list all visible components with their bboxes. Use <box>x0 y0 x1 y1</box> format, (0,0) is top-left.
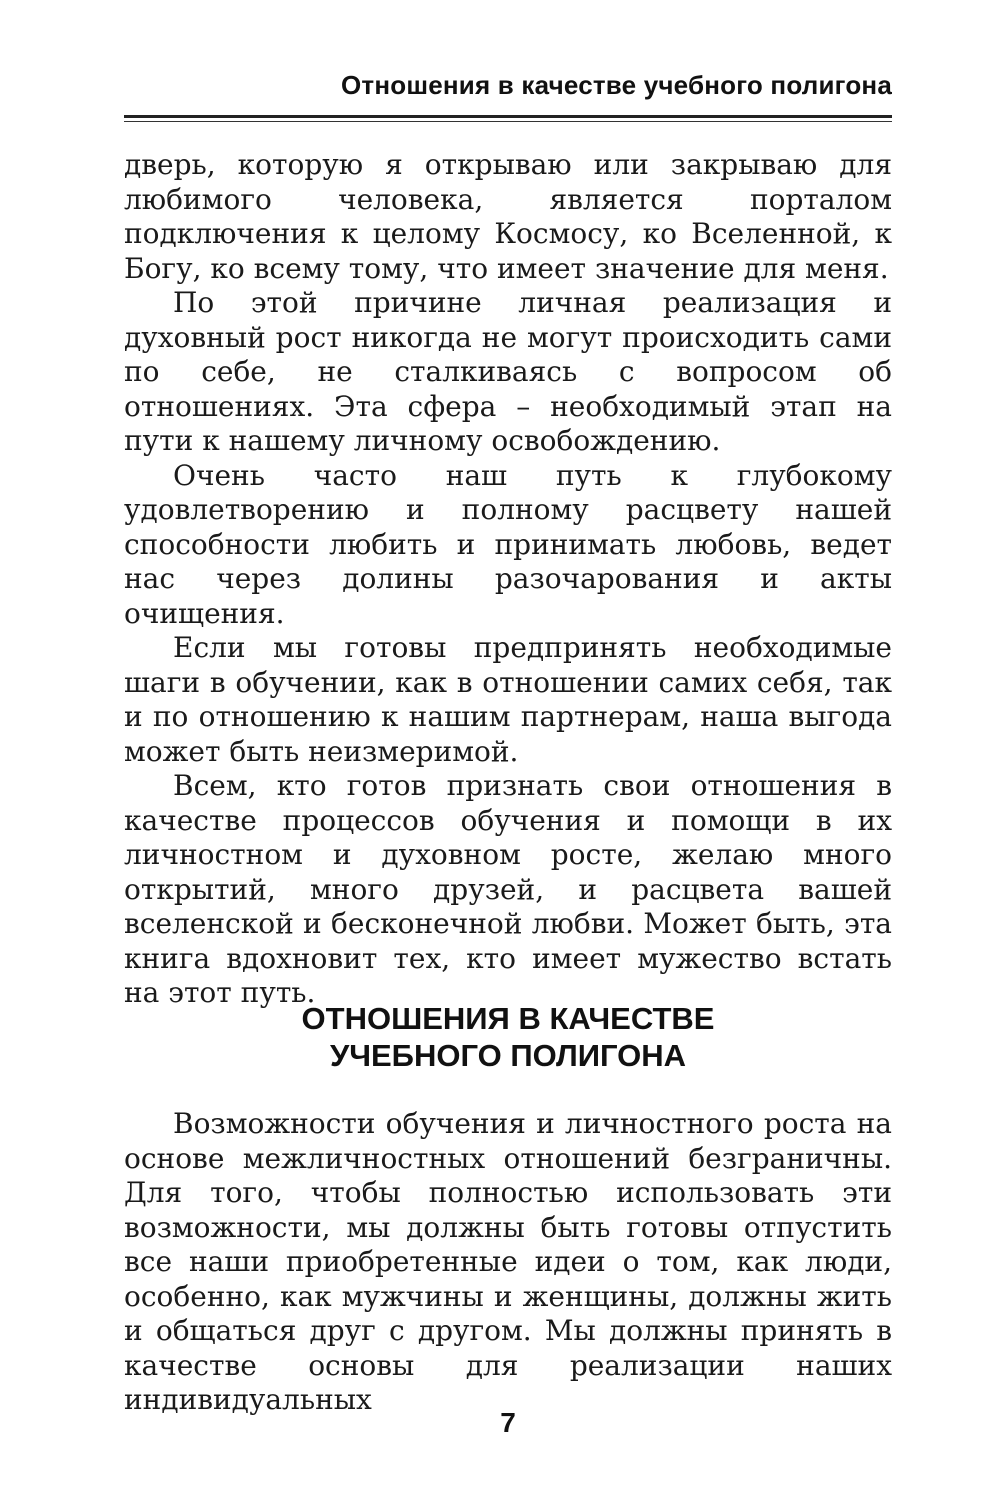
header-rule-thin <box>124 121 892 122</box>
paragraph: Если мы готовы предпринять необходимые шаги в обучении, как в отношении самих себя, так и по отношению к нашим партнерам, наша выгода может быть неизмеримой. <box>124 631 892 768</box>
section-heading-line-1: ОТНОШЕНИЯ В КАЧЕСТВЕ <box>301 1001 715 1036</box>
section-heading <box>124 1000 892 1074</box>
paragraph: Возможности обучения и личностного роста на основе межличностных отношений безграничны. Для того, чтобы полностью использовать эти возможности, мы должны быть готовы отпустить все наши приобретенные идеи о том, как люди, особенно, как мужчины и женщины, должны жить и общаться друг с другом. Мы должны принять в качестве основы для реализации наших индивидуальных <box>124 1107 892 1416</box>
paragraph: Всем, кто готов признать свои отношения в качестве процессов обучения и помощи в их личностном и духовном росте, желаю много открытий, много друзей, и расцвета вашей вселенской и бесконечной любви. Может быть, эта книга вдохновит тех, кто имеет мужество встать на этот путь. <box>124 769 892 1009</box>
paragraph: По этой причине личная реализация и духовный рост никогда не могут происходить сами по себе, не сталкиваясь с вопросом об отношениях. Эта сфера – необходимый этап на пути к нашему личному освобождению. <box>124 286 892 457</box>
page-number: 7 <box>500 1407 516 1438</box>
header-rule <box>124 115 892 118</box>
paragraph-continued: дверь, которую я открываю или закрываю для любимого человека, является порталом подключения к целому Космосу, ко Вселенной, к Богу, ко всему тому, что имеет значение для меня. <box>124 148 892 285</box>
book-page <box>124 0 892 1501</box>
section-heading-line-2: УЧЕБНОГО ПОЛИГОНА <box>329 1038 687 1073</box>
running-header: Отношения в качестве учебного полигона <box>341 70 892 100</box>
paragraph: Очень часто наш путь к глубокому удовлетворению и полному расцвету нашей способности любить и принимать любовь, ведет нас через долины разочарования и акты очищения. <box>124 458 892 630</box>
body-text-top <box>124 148 892 1011</box>
body-text-bottom <box>124 1107 892 1418</box>
